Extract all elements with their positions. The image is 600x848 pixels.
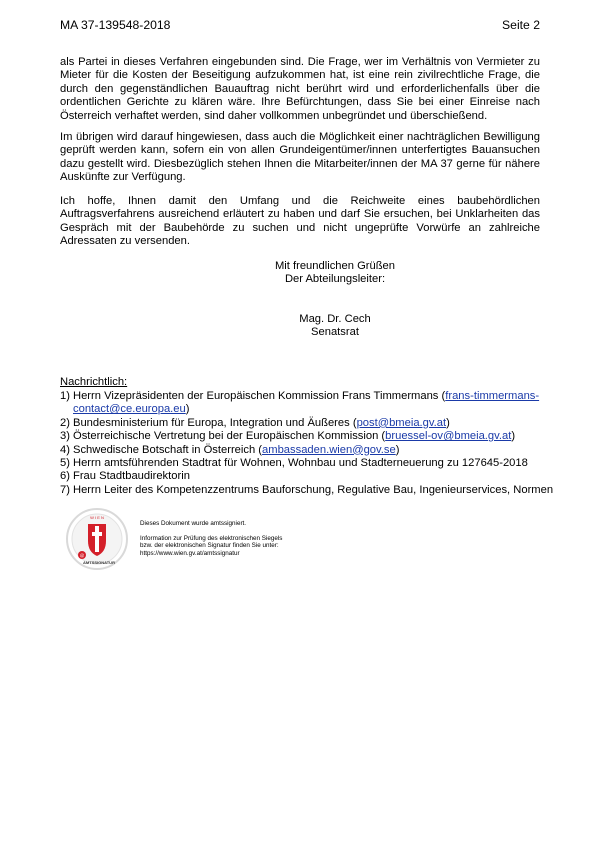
cc-item <box>60 430 560 443</box>
cc-item <box>60 417 560 430</box>
cc-text: Österreichische Vertretung bei der Europäischen Kommission ( <box>73 430 386 443</box>
cc-number: 7) <box>60 483 70 496</box>
cc-text: ) <box>395 443 400 456</box>
seal-top-text: W I E N <box>90 515 104 520</box>
cc-heading: Nachrichtlich: <box>60 376 128 388</box>
cc-text: ) <box>446 416 450 429</box>
seal-line-2: Information zur Prüfung des elektronischen Siegels <box>140 534 283 542</box>
cc-item <box>60 457 560 470</box>
closing-block <box>250 260 420 287</box>
cc-text: Herrn Leiter des Kompetenzzentrums Bauforschung, Regulative Bau, Ingenieurservices, Normen <box>73 483 554 496</box>
cc-text: ) <box>511 430 516 443</box>
signature-block <box>250 313 420 340</box>
cc-number: 2) <box>60 416 70 429</box>
body-paragraph-1: als Partei in dieses Verfahren eingebunden sind. Die Frage, wer im Verhältnis von Vermieter zu Mieter für die Kosten der Beseitigung aufzukommen hat, ist eine rein zivilrechtliche Frage, die durch den gegenständlichen Bauauftrag nicht berührt wird und erforderlichenfalls über die ordentlichen Gerichte zu klären wäre. Ihre Befürchtungen, dass Sie bei einer Einreise nach Österreich verhaftet werden, sind daher vollkommen unbegründet und überschießend. <box>60 56 540 122</box>
seal-bottom-text: AMTSSIGNATUR <box>83 560 115 565</box>
cc-email-link[interactable]: bruessel-ov@bmeia.gv.at <box>385 430 512 443</box>
cc-email-link[interactable]: ambassaden.wien@gov.se <box>262 443 396 456</box>
cc-number: 1) <box>60 390 70 402</box>
cc-item <box>60 484 560 497</box>
seal-info-text <box>140 520 282 557</box>
vienna-seal-icon <box>66 508 128 570</box>
page-number: Seite 2 <box>502 18 540 32</box>
cc-text: Frau Stadtbaudirektorin <box>73 470 190 483</box>
cc-email-link[interactable]: contact@ce.europa.eu <box>73 403 186 416</box>
cc-text: Schwedische Botschaft in Österreich ( <box>73 443 263 456</box>
cc-item-continuation <box>60 403 560 416</box>
seal-line-3: bzw. der elektronischen Signatur finden Sie unter: <box>140 542 279 550</box>
cc-item <box>60 390 560 403</box>
cc-email-link[interactable]: post@bmeia.gv.at <box>356 416 447 429</box>
seal-line-1: Dieses Dokument wurde amtssigniert. <box>140 520 247 527</box>
cc-number: 3) <box>60 430 70 443</box>
cc-item <box>60 444 560 457</box>
cc-number: 5) <box>60 457 70 470</box>
official-signature-block <box>66 508 366 578</box>
document-reference: MA 37-139548-2018 <box>60 18 171 32</box>
signatory-title: Senatsrat <box>311 326 359 339</box>
cc-email-link[interactable]: frans-timmermans- <box>445 390 540 402</box>
cc-item <box>60 470 560 483</box>
cc-number: 4) <box>60 443 70 456</box>
cc-text: Herrn amtsführenden Stadtrat für Wohnen, Wohnbau und Stadterneuerung zu 127645-2018 <box>73 457 528 470</box>
closing-greeting: Mit freundlichen Grüßen <box>274 260 395 272</box>
svg-text:@: @ <box>79 553 85 558</box>
body-paragraph-2: Im übrigen wird darauf hingewiesen, dass auch die Möglichkeit einer nachträglichen Bewilligung geprüft werden kann, sofern ein von allen Grundeigentümer/innen unterfertigtes Bauansuchen dazu gestellt wird. Diesbezüglich stehen Ihnen die Mitarbeiter/innen der MA 37 gerne für nähere Auskünfte zur Verfügung. <box>60 131 540 184</box>
closing-role: Der Abteilungsleiter: <box>284 273 386 286</box>
cc-text: Bundesministerium für Europa, Integration und Äußeres ( <box>73 416 357 429</box>
cc-text: ) <box>185 403 190 416</box>
body-paragraph-3: Ich hoffe, Ihnen damit den Umfang und die Reichweite eines baubehördlichen Auftragsverfahrens ausreichend erläutert zu haben und darf Sie ersuchen, bei Unklarheiten das Gespräch mit der Baubehörde zu suchen und nicht ungeprüfte Vorwürfe an zahlreiche Adressaten zu versenden. <box>60 195 540 248</box>
cc-number: 6) <box>60 470 70 483</box>
signatory-name: Mag. Dr. Cech <box>299 313 371 325</box>
seal-line-4: https://www.wien.gv.at/amtssignatur <box>140 549 240 557</box>
cc-list <box>60 390 560 497</box>
cc-text: Herrn Vizepräsidenten der Europäischen Kommission Frans Timmermans ( <box>73 390 446 402</box>
